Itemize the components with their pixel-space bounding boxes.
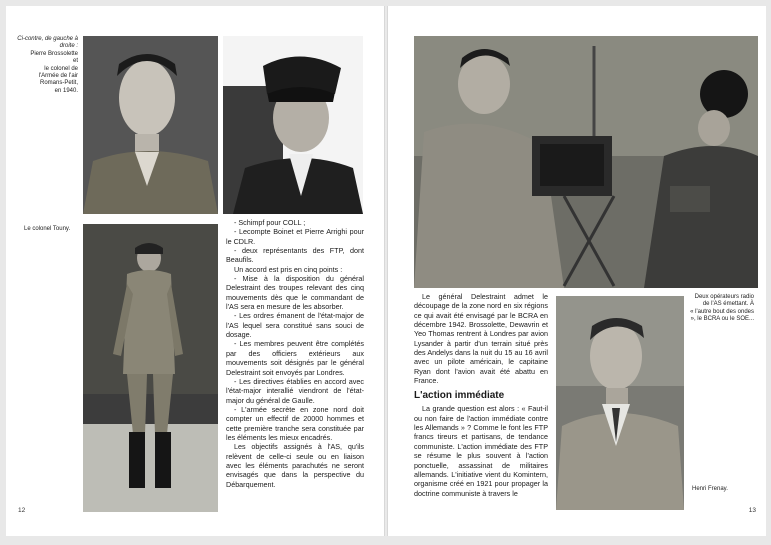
paragraph: Un accord est pris en cinq points : — [234, 264, 343, 274]
caption-touny-text: Le colonel Touny. — [24, 226, 71, 232]
caption-radio — [688, 294, 754, 324]
photo-frenay — [556, 296, 684, 510]
paragraph: - Mise à la disposition du général Delestraint des troupes relevant des cinq mouvements dès que le commandant de l'AS sera en mesure de les absorber. — [226, 274, 364, 312]
left-body-text — [226, 218, 364, 489]
photo-officer-cap — [223, 36, 363, 214]
caption-name: l'Armée de l'air — [38, 73, 78, 80]
paragraph: - deux représentants des FTP, dont Beaufils. — [226, 246, 364, 265]
caption-name: et — [72, 58, 78, 65]
page-number-left: 12 — [18, 507, 26, 514]
right-body-text — [414, 292, 548, 498]
caption-frenay — [692, 486, 752, 493]
caption-touny — [24, 226, 84, 233]
section-heading: L'action immédiate — [414, 390, 505, 402]
paragraph: - Lecompte Boinet et Pierre Arrighi pour le CDLR. — [226, 227, 364, 246]
caption-intro: Ci-contre, de gauche à droite : — [17, 36, 78, 50]
caption-name: Romans-Petit, — [39, 80, 78, 87]
photo-radio-operators — [414, 36, 758, 288]
caption-radio-line: « l'autre bout des ondes », le BCRA ou le SOE... — [690, 308, 754, 323]
caption-name: le colonel de — [44, 65, 78, 72]
paragraph: - Schimpf pour COLL ; — [234, 218, 306, 227]
caption-top-left — [12, 36, 78, 95]
caption-radio-line: Deux opérateurs radio de l'AS émettant. À — [694, 294, 754, 308]
paragraph: - Les membres peuvent être complétés par des officiers extérieurs aux mouvements soit désignés par le général Delestraint soit envoyés par Londres. — [226, 339, 364, 377]
photo-brossolette — [83, 36, 218, 214]
paragraph: - Les directives établies en accord avec l'état-major interallié viendront de l'état-major du général de Gaulle. — [226, 376, 364, 405]
paragraph: La grande question est alors : « Faut-il ou non faire de l'action immédiate contre les Allemands » ? Comme le font les FTP francs tireurs et partisans, de tendance communiste. L'action immédiate des FTP se résume le plus souvent à l'action ponctuelle, assassinat de militaires allemands. L'initiative vient du Komintern, organisme créé en 1921 pour propager la doctrine communiste à travers le — [414, 404, 548, 498]
caption-name: Pierre Brossolette — [30, 50, 78, 57]
left-page — [6, 6, 384, 536]
paragraph: - Les ordres émanent de l'état-major de l'AS lequel sera constitué sans souci de dosage. — [226, 311, 364, 340]
caption-frenay-text: Henri Frenay. — [692, 486, 728, 492]
paragraph: Le général Delestraint admet le découpage de la zone nord en six régions ce qui avait été envisagé par le BCRA en décembre 1942. Brossolette, Dewavrin et Yeo Thomas rentrent à Londres par avion Lysander à partir d'un terrain situé près des Andelys dans la nuit du 15 au 16 avril avec un pilote américain, le capitaine Ryan dont l'avion avait été abattu en France. — [414, 292, 548, 386]
photo-touny — [83, 224, 218, 512]
paragraph: Les objectifs assignés à l'AS, qu'ils relèvent de celle-ci seule ou en liaison avec les éléments parachutés ne seront envisagés que dans la perspective du Débarquement. — [226, 442, 364, 489]
caption-name: en 1940. — [54, 87, 78, 94]
right-page — [388, 6, 766, 536]
paragraph: - L'armée secrète en zone nord doit compter un effectif de 20000 hommes et cette première tranche sera constituée par les éléments les mieux encadrés. — [226, 404, 364, 442]
page-number-right: 13 — [748, 507, 756, 514]
